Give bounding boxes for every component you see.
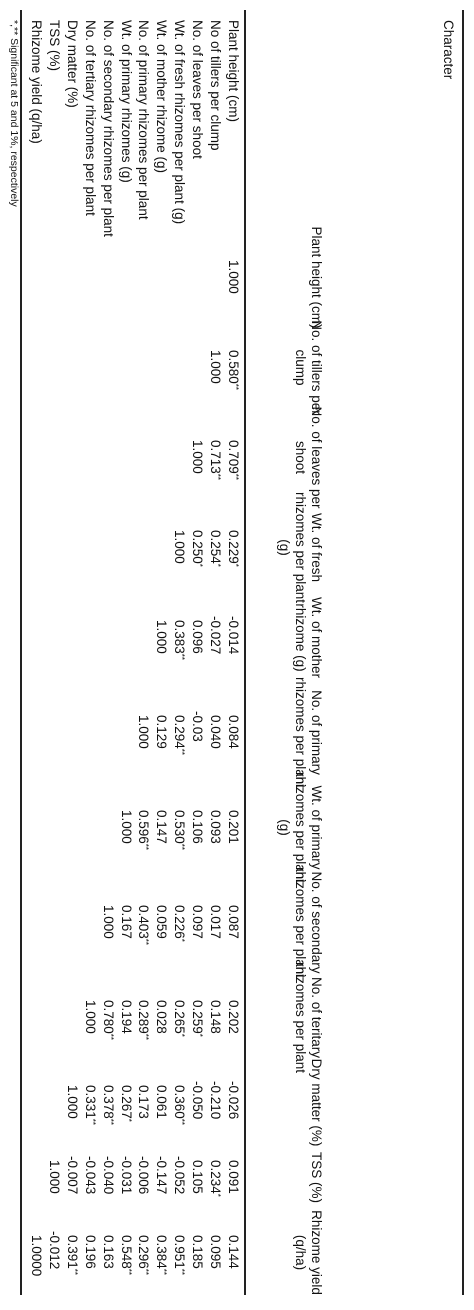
correlation-value: 0.147: [154, 810, 170, 844]
correlation-cell: [225, 905, 242, 965]
correlation-value: 0.096: [190, 620, 206, 654]
correlation-value: 1.000: [47, 1160, 62, 1194]
correlation-value: 0.289: [136, 1000, 152, 1034]
correlation-cell: [207, 1235, 224, 1295]
correlation-value: -0.03: [190, 711, 206, 742]
significance-mark: **: [141, 1268, 151, 1276]
column-header: Wt. of primary rhizomes per plant (g): [277, 771, 324, 884]
row-label: Rhizome yield (q/ha): [29, 20, 45, 144]
significance-mark: **: [177, 748, 187, 756]
correlation-cell: [189, 440, 206, 500]
correlation-value: 0.234: [208, 1160, 224, 1194]
correlation-value: 0.250: [190, 530, 206, 564]
correlation-cell: [46, 1231, 63, 1291]
correlation-cell: [136, 1085, 153, 1145]
row-label: Wt. of fresh rhizomes per plant (g): [172, 20, 188, 225]
correlation-cell: [171, 1235, 188, 1295]
correlation-value: 0.202: [226, 1000, 241, 1034]
character-column-header: Character: [441, 20, 456, 80]
column-header: No. of teritary rhizomes per plant: [293, 961, 324, 1074]
correlation-value: 0.087: [226, 905, 241, 939]
correlation-cell: [153, 905, 170, 965]
correlation-cell: [171, 810, 188, 870]
significance-mark: **: [231, 473, 240, 481]
row-label: No. of leaves per shoot: [190, 20, 206, 159]
correlation-cell: [136, 1235, 153, 1295]
significance-mark: **: [177, 653, 187, 661]
correlation-cell: [153, 1156, 170, 1216]
correlation-cell: [207, 715, 224, 775]
correlation-value: 1.000: [208, 350, 224, 384]
significance-mark: **: [159, 1268, 169, 1276]
header-rule: [245, 10, 247, 1295]
correlation-value: 0.403: [136, 905, 152, 939]
significance-mark: **: [177, 1268, 187, 1276]
correlation-value: -0.007: [64, 1156, 80, 1195]
correlation-value: 1.000: [226, 260, 241, 294]
correlation-value: -0.210: [208, 1081, 224, 1120]
correlation-cell: [46, 1160, 63, 1220]
column-header: TSS (%): [309, 1151, 324, 1203]
correlation-value: 0.713: [208, 440, 224, 474]
correlation-value: 1.000: [190, 440, 206, 474]
significance-mark: **: [105, 1118, 115, 1126]
correlation-value: 0.059: [154, 905, 170, 939]
column-header: No. of tillers per clump: [293, 320, 324, 415]
correlation-cell: [189, 905, 206, 965]
correlation-cell: [225, 1160, 242, 1220]
significance-mark: *: [213, 563, 223, 567]
significance-mark: **: [141, 938, 151, 946]
correlation-cell: [82, 1235, 99, 1295]
correlation-value: 0.201: [226, 810, 241, 844]
correlation-value: 0.709: [226, 440, 241, 474]
correlation-cell: [153, 620, 170, 680]
correlation-value: 0.084: [226, 715, 241, 749]
correlation-value: 0.530: [172, 810, 188, 844]
correlation-value: 0.780: [100, 1000, 116, 1034]
correlation-cell: [118, 905, 135, 965]
correlation-value: 0.384: [154, 1235, 170, 1269]
correlation-cell: [171, 715, 188, 775]
correlation-value: 0.106: [190, 810, 206, 844]
correlation-cell: [225, 350, 242, 410]
correlation-cell: [136, 1000, 153, 1060]
correlation-cell: [82, 1156, 99, 1216]
column-header: No. of primary rhizomes per plant: [293, 676, 324, 789]
correlation-value: 0.229: [226, 530, 241, 564]
correlation-value: 0.097: [190, 905, 206, 939]
correlation-cell: [225, 1235, 242, 1295]
correlation-value: 0.259: [190, 1000, 206, 1034]
correlation-value: -0.147: [154, 1156, 170, 1195]
correlation-cell: [118, 1085, 135, 1145]
correlation-value: -0.006: [136, 1156, 152, 1195]
correlation-value: 0.095: [208, 1235, 224, 1269]
correlation-value: 0.163: [100, 1235, 116, 1269]
correlation-cell: [207, 1000, 224, 1060]
correlation-value: 0.391: [64, 1235, 80, 1269]
significance-mark: *: [123, 1118, 133, 1122]
correlation-cell: [153, 1085, 170, 1145]
correlation-value: -0.043: [82, 1156, 98, 1195]
significance-footnote: *,** Significant at 5 and 1%, respectively: [8, 20, 20, 207]
row-label: No. of tertiary rhizomes per plant: [82, 20, 98, 216]
correlation-value: 1.000: [82, 1000, 98, 1034]
correlation-cell: [136, 715, 153, 775]
correlation-cell: [171, 905, 188, 965]
correlation-value: 0.265: [172, 1000, 188, 1034]
correlation-cell: [118, 1000, 135, 1060]
correlation-cell: [136, 810, 153, 870]
correlation-cell: [207, 616, 224, 676]
correlation-value: 0.185: [190, 1235, 206, 1269]
correlation-cell: [189, 1081, 206, 1141]
significance-mark: *: [177, 938, 187, 942]
correlation-value: 1.000: [64, 1085, 80, 1119]
correlation-cell: [225, 260, 242, 320]
correlation-value: -0.050: [190, 1081, 206, 1120]
correlation-value: 0.548: [118, 1235, 134, 1269]
significance-mark: **: [177, 843, 187, 851]
correlation-value: 0.226: [172, 905, 188, 939]
correlation-cell: [100, 1085, 117, 1145]
correlation-cell: [189, 530, 206, 590]
correlation-cell: [100, 905, 117, 965]
correlation-value: -0.031: [118, 1156, 134, 1195]
correlation-value: 0.144: [226, 1235, 241, 1269]
correlation-value: 1.000: [100, 905, 116, 939]
significance-mark: *: [195, 563, 205, 567]
correlation-cell: [171, 530, 188, 590]
correlation-cell: [189, 620, 206, 680]
correlation-cell: [64, 1235, 81, 1295]
significance-mark: **: [213, 473, 223, 481]
row-label: TSS (%): [47, 20, 62, 72]
correlation-cell: [64, 1085, 81, 1145]
top-rule: [463, 10, 465, 1295]
significance-mark: **: [69, 1268, 79, 1276]
correlation-cell: [153, 810, 170, 870]
correlation-cell: [225, 530, 242, 590]
correlation-cell: [171, 1156, 188, 1216]
correlation-cell: [225, 1000, 242, 1060]
correlation-cell: [207, 1081, 224, 1141]
correlation-value: -0.012: [47, 1231, 62, 1270]
correlation-cell: [118, 1156, 135, 1216]
significance-mark: **: [105, 1033, 115, 1041]
correlation-value: 0.194: [118, 1000, 134, 1034]
correlation-value: 0.951: [172, 1235, 188, 1269]
row-label: No. of primary rhizomes per plant: [136, 20, 152, 220]
row-label: Wt. of mother rhizome (g): [154, 20, 170, 174]
correlation-value: 1.000: [172, 530, 188, 564]
correlation-value: -0.014: [226, 616, 241, 655]
column-header: Dry matter (%): [309, 1058, 324, 1147]
column-header: No. of secondary rhizomes per plant: [293, 866, 324, 979]
correlation-cell: [153, 715, 170, 775]
significance-mark: **: [141, 843, 151, 851]
correlation-cell: [28, 1235, 45, 1295]
row-label: No of tillers per clump: [208, 20, 224, 151]
correlation-cell: [189, 1160, 206, 1220]
correlation-cell: [136, 905, 153, 965]
significance-mark: *: [195, 1033, 205, 1037]
column-header: Wt. of mother rhizome (g): [293, 596, 324, 679]
correlation-value: 0.383: [172, 620, 188, 654]
column-header: Rhizome yield (q/ha): [293, 1210, 324, 1295]
correlation-cell: [207, 440, 224, 500]
significance-mark: **: [123, 1268, 133, 1276]
correlation-value: 0.105: [190, 1160, 206, 1194]
correlation-cell: [225, 715, 242, 775]
correlation-value: 0.091: [226, 1160, 241, 1194]
correlation-cell: [225, 616, 242, 676]
correlation-value: -0.040: [100, 1156, 116, 1195]
correlation-cell: [153, 1000, 170, 1060]
correlation-value: 0.331: [82, 1085, 98, 1119]
correlation-value: 0.173: [136, 1085, 152, 1119]
correlation-value: -0.052: [172, 1156, 188, 1195]
correlation-cell: [189, 810, 206, 870]
correlation-cell: [225, 810, 242, 870]
significance-mark: **: [87, 1118, 97, 1126]
significance-mark: *: [231, 563, 240, 567]
correlation-value: 0.378: [100, 1085, 116, 1119]
column-header: Wt. of fresh rhizomes per plant (g): [277, 491, 324, 604]
correlation-value: -0.026: [226, 1081, 241, 1120]
correlation-value: 1.0000: [29, 1235, 45, 1277]
correlation-cell: [171, 620, 188, 680]
correlation-cell: [171, 1000, 188, 1060]
correlation-cell: [100, 1235, 117, 1295]
correlation-cell: [153, 1235, 170, 1295]
correlation-value: 0.061: [154, 1085, 170, 1119]
correlation-cell: [207, 810, 224, 870]
correlation-value: 0.580: [226, 350, 241, 384]
correlation-value: 1.000: [154, 620, 170, 654]
correlation-cell: [189, 1235, 206, 1295]
correlation-value: 0.167: [118, 905, 134, 939]
bottom-rule: [21, 10, 23, 1295]
correlation-value: 0.093: [208, 810, 224, 844]
correlation-cell: [82, 1085, 99, 1145]
correlation-value: 0.360: [172, 1085, 188, 1119]
correlation-value: 1.000: [136, 715, 152, 749]
correlation-value: -0.027: [208, 616, 224, 655]
correlation-cell: [136, 1156, 153, 1216]
correlation-cell: [82, 1000, 99, 1060]
correlation-cell: [225, 440, 242, 500]
correlation-value: 0.296: [136, 1235, 152, 1269]
correlation-value: 0.129: [154, 715, 170, 749]
correlation-cell: [100, 1156, 117, 1216]
row-label: No. of secondary rhizomes per plant: [100, 20, 116, 237]
correlation-value: 0.148: [208, 1000, 224, 1034]
correlation-cell: [64, 1156, 81, 1216]
significance-mark: *: [177, 1033, 187, 1037]
column-header: Plant height (cm): [309, 226, 324, 329]
correlation-cell: [207, 530, 224, 590]
significance-mark: *: [213, 1193, 223, 1197]
correlation-value: 0.040: [208, 715, 224, 749]
correlation-value: 0.028: [154, 1000, 170, 1034]
correlation-cell: [207, 1160, 224, 1220]
correlation-cell: [100, 1000, 117, 1060]
correlation-value: 0.254: [208, 530, 224, 564]
row-label: Dry matter (%): [64, 20, 80, 108]
correlation-cell: [207, 905, 224, 965]
row-label: Wt. of primary rhizomes (g): [118, 20, 134, 183]
correlation-value: 0.596: [136, 810, 152, 844]
correlation-value: 1.000: [118, 810, 134, 844]
correlation-cell: [189, 711, 206, 771]
correlation-cell: [189, 1000, 206, 1060]
correlation-value: 0.294: [172, 715, 188, 749]
significance-mark: **: [231, 383, 240, 391]
correlation-cell: [225, 1081, 242, 1141]
correlation-cell: [118, 810, 135, 870]
correlation-value: 0.267: [118, 1085, 134, 1119]
significance-mark: **: [141, 1033, 151, 1041]
significance-mark: **: [177, 1118, 187, 1126]
column-header: No. of leaves per shoot: [293, 406, 324, 509]
correlation-value: 0.017: [208, 905, 224, 939]
correlation-cell: [171, 1085, 188, 1145]
correlation-cell: [118, 1235, 135, 1295]
correlation-cell: [207, 350, 224, 410]
correlation-value: 0.196: [82, 1235, 98, 1269]
row-label: Plant height (cm): [226, 20, 241, 123]
